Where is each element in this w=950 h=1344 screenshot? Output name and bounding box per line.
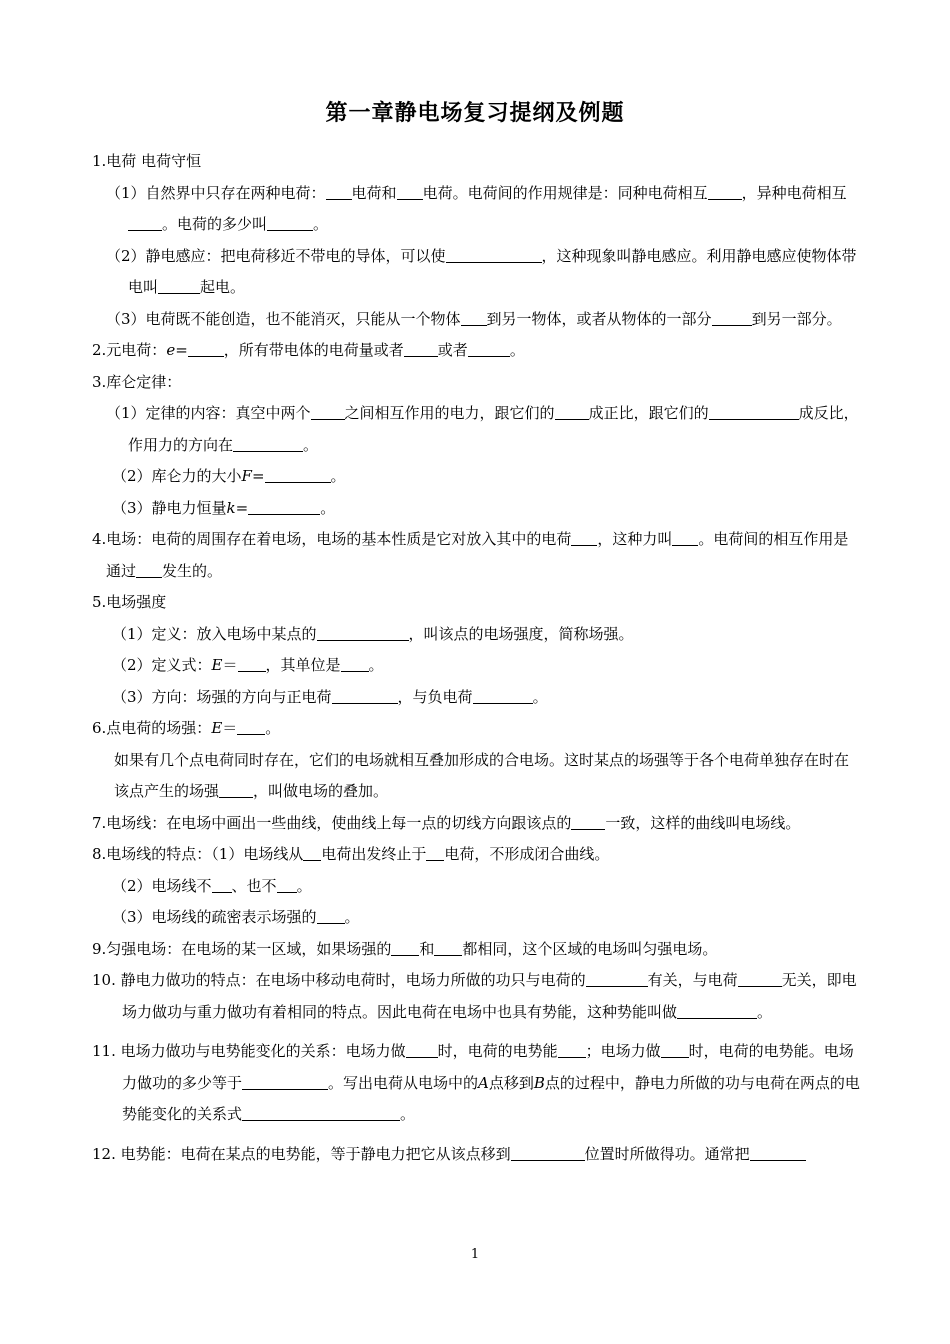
blank[interactable]	[317, 623, 409, 641]
blank[interactable]	[267, 213, 313, 231]
blank[interactable]	[303, 843, 321, 861]
section-6: 6.点电荷的场强：E＝ 。	[92, 719, 281, 737]
section-5-item-3: （3）方向：场强的方向与正电荷 ，与负电荷 。	[112, 687, 548, 706]
blank[interactable]	[661, 1040, 689, 1058]
blank[interactable]	[242, 1072, 328, 1090]
blank[interactable]	[511, 1143, 585, 1161]
section-1-heading: 1.电荷 电荷守恒	[92, 152, 202, 170]
blank[interactable]	[248, 497, 320, 515]
section-2: 2.元电荷：e= ，所有带电体的电荷量或者 或者 。	[92, 341, 525, 359]
section-8-item-2: （2）电场线不 、也不 。	[112, 876, 312, 895]
section-7: 7.电场线：在电场中画出一些曲线，使曲线上每一点的切线方向跟该点的 一致，这样的曲线叫电场线。	[92, 813, 801, 832]
blank[interactable]	[238, 654, 266, 672]
blank[interactable]	[158, 276, 200, 294]
blank[interactable]	[265, 465, 331, 483]
blank[interactable]	[426, 843, 444, 861]
section-4: 4.电场：电荷的周围存在着电场，电场的基本性质是它对放入其中的电荷 ，这种力叫 。电荷间的相互作用是通过 发生的。	[92, 530, 849, 580]
blank[interactable]	[188, 339, 224, 357]
blank[interactable]	[332, 686, 398, 704]
section-3-item-2: （2）库仑力的大小F= 。	[112, 467, 346, 485]
blank[interactable]	[672, 528, 698, 546]
blank[interactable]	[446, 245, 542, 263]
blank[interactable]	[242, 1103, 400, 1121]
page-title: 第一章静电场复习提纲及例题	[325, 101, 625, 126]
blank[interactable]	[750, 1143, 806, 1161]
blank[interactable]	[571, 812, 605, 830]
section-5-item-1: （1）定义：放入电场中某点的 ，叫该点的电场强度，简称场强。	[112, 624, 634, 643]
blank[interactable]	[237, 717, 265, 735]
section-1-item-3: （3）电荷既不能创造，也不能消灭，只能从一个物体 到另一物体，或者从物体的一部分 到另一部分。	[106, 309, 842, 328]
blank[interactable]	[461, 308, 487, 326]
blank[interactable]	[397, 182, 423, 200]
blank[interactable]	[219, 780, 253, 798]
section-12: 12. 电势能：电荷在某点的电势能，等于静电力把它从该点移到 位置时所做得功。通常把	[92, 1139, 862, 1171]
blank[interactable]	[233, 434, 303, 452]
blank[interactable]	[709, 402, 799, 420]
section-3-item-3: （3）静电力恒量k= 。	[112, 498, 336, 517]
section-3-item-1: （1）定律的内容：真空中两个 之间相互作用的电力，跟它们的 成正比，跟它们的 成反比，作用力的方向在 。	[106, 404, 859, 454]
blank[interactable]	[468, 339, 510, 357]
blank[interactable]	[434, 938, 462, 956]
blank[interactable]	[317, 906, 345, 924]
blank[interactable]	[712, 308, 752, 326]
section-9: 9.匀强电场：在电场的某一区域，如果场强的 和 都相同，这个区域的电场叫匀强电场。	[92, 939, 718, 958]
blank[interactable]	[708, 182, 742, 200]
section-5-heading: 5.电场强度	[92, 593, 167, 611]
section-5-item-2: （2）定义式：E＝ ，其单位是 。	[112, 656, 384, 674]
blank[interactable]	[677, 1001, 757, 1019]
section-11: 11. 电场力做功与电势能变化的关系：电场力做 时，电荷的电势能 ；电场力做 时，电荷的电势能。电场力做功的多少等于 。写出电荷从电场中的A点移到B点的过程中，静电力所做的功与电荷在两点的电势能变化的关系式 。	[92, 1042, 860, 1123]
blank[interactable]	[128, 213, 162, 231]
section-6-superposition: 如果有几个点电荷同时存在，它们的电场就相互叠加形成的合电场。这时某点的场强等于各个电荷单独存在时在该点产生的场强 ，叫做电场的叠加。	[114, 750, 850, 800]
section-1-item-2: （2）静电感应：把电荷移近不带电的导体，可以使 ，这种现象叫静电感应。利用静电感应使物体带电叫 起电。	[106, 246, 857, 296]
outline-content	[92, 146, 862, 1170]
blank[interactable]	[586, 969, 648, 987]
section-1-item-1: （1）自然界中只存在两种电荷： 电荷和 电荷。电荷间的作用规律是：同种电荷相互 ，异种电荷相互。电荷的多少叫 。	[106, 183, 847, 233]
blank[interactable]	[404, 339, 438, 357]
blank[interactable]	[326, 182, 352, 200]
blank[interactable]	[738, 969, 782, 987]
blank[interactable]	[558, 1040, 586, 1058]
blank[interactable]	[391, 938, 419, 956]
blank[interactable]	[212, 875, 232, 893]
blank[interactable]	[136, 560, 162, 578]
blank[interactable]	[406, 1040, 438, 1058]
section-8-item-3: （3）电场线的疏密表示场强的 。	[112, 908, 360, 926]
section-3-heading: 3.库仑定律：	[92, 372, 182, 391]
section-10: 10. 静电力做功的特点：在电场中移动电荷时，电场力所做的功只与电荷的 有关，与电荷 无关，即电场力做功与重力做功有着相同的特点。因此电荷在电场中也具有势能，这种势能叫做 。	[92, 971, 857, 1021]
blank[interactable]	[277, 875, 297, 893]
page-number: 1	[470, 1247, 480, 1262]
blank[interactable]	[341, 654, 369, 672]
blank[interactable]	[311, 402, 345, 420]
blank[interactable]	[473, 686, 533, 704]
section-8: 8.电场线的特点：（1）电场线从 电荷出发终止于 电荷，不形成闭合曲线。	[92, 845, 610, 863]
blank[interactable]	[555, 402, 589, 420]
blank[interactable]	[571, 528, 597, 546]
